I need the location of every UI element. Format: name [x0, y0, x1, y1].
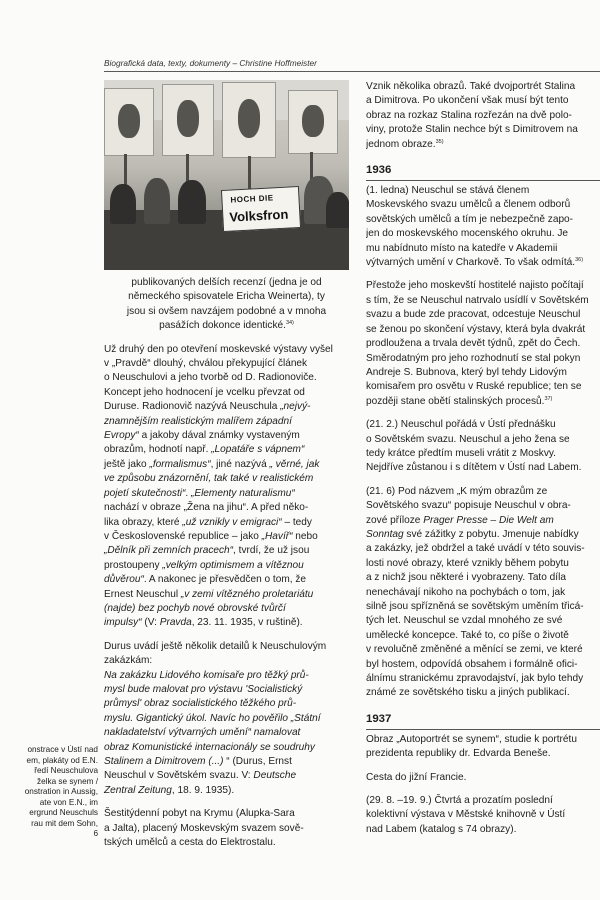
text-line: viny, protože Stalin nechce být s Dimitrovem na: [366, 124, 578, 136]
text-line: [366, 658, 600, 672]
text-line: jsou si ovšem navzájem podobné a v mnoha: [126, 305, 327, 317]
entry-exhibition: [366, 794, 600, 837]
italic-run: obraz Komunistické internacionály se soudruhy: [104, 741, 315, 753]
text-line: a Jalta), placený Moskevským svazem sově-: [104, 822, 304, 834]
text-line: [104, 573, 349, 587]
text-line: [366, 528, 600, 542]
text-line: [104, 654, 349, 668]
paragraph-crimea: [104, 807, 349, 850]
entry-return: [366, 279, 600, 409]
text-run: . A nakonec je přesvědčen o tom, že: [143, 574, 307, 586]
text-line: [366, 571, 600, 585]
text-line: pasážích dokonce identické.$^{34)}$: [159, 320, 294, 332]
text-run: (21. 6) Pod názvem „K mým obrazům ze: [366, 485, 548, 497]
text-line: tedy krátce předtím museli vrátit z Moskvy.: [366, 447, 556, 459]
text-line: [104, 683, 349, 697]
text-line: onstration in Aussig,: [24, 787, 98, 796]
text-run: Koncept jeho hodnocení je vcelku převzat od: [104, 386, 305, 398]
text-line: [104, 400, 349, 414]
text-line: [104, 501, 349, 515]
italic-run: Stalinem a Dimitrovem (...): [104, 756, 224, 767]
text-run: (V:: [141, 617, 160, 629]
photo-person: [110, 184, 136, 224]
text-run: nenechávají nikoho na pochybách o tom, jak: [366, 586, 566, 598]
text-line: jen do moskevského mocenského okruhu. Je: [366, 228, 568, 240]
left-text-column: [104, 276, 349, 850]
text-line: [104, 487, 349, 501]
entry-france: [366, 771, 600, 785]
photo-person: [144, 178, 170, 224]
text-line: [104, 343, 349, 357]
text-run: o Neuschulovi a jeho tvorbě od D. Radionoviče.: [104, 372, 317, 384]
text-line: [104, 669, 349, 683]
italic-run: „formalismus“: [149, 458, 211, 470]
text-line: em, plakáty od E.N.: [26, 755, 98, 765]
italic-run: „v zemi vítězného proletariátu: [180, 588, 314, 600]
text-line: [366, 542, 600, 556]
text-line: [104, 741, 349, 755]
text-line: [104, 516, 349, 530]
entry-prager-presse: [366, 485, 600, 701]
text-line: [104, 443, 349, 457]
paragraph-gap: [366, 152, 600, 161]
text-run: – tedy: [281, 516, 312, 528]
italic-run: Evropy“: [104, 430, 139, 442]
text-line: publikovaných delších recenzí (jedna je od: [131, 277, 322, 288]
text-run: , jiné nazývá: [210, 458, 270, 470]
text-line: [104, 769, 349, 783]
text-line: komisařem pro osvětu v Ruské republice; ten se: [366, 381, 582, 393]
text-line: Andreje S. Bubnova, který byl tehdy Lidovým: [366, 366, 567, 378]
text-line: [366, 499, 600, 513]
text-line: [366, 643, 600, 657]
text-line: prezidenta republiky dr. Edvarda Beneše.: [366, 748, 551, 760]
text-run: v revolučně změněné a měnící se zemi, ve které: [366, 644, 583, 656]
text-line: [104, 616, 349, 630]
text-line: později stane obětí stalinských procesů.$^{37)}$: [366, 395, 553, 407]
text-line: s tím, že se Neuschul natrvalo usídlí v Sovětském: [366, 294, 589, 306]
italic-run: myslu. Gigantický úkol. Navíc ho pověřilo „Státní: [104, 712, 321, 724]
text-line: Moskevského svazu umělců a členem odborů: [366, 199, 571, 211]
photo-person: [326, 192, 349, 228]
text-line: Vznik několika obrazů. Také dvojportrét Stalina: [366, 81, 576, 92]
text-run: álnímu stranickému zpravodajství, jak bylo tehdy: [366, 673, 584, 685]
text-run: obrazům, hodnotí např.: [104, 444, 212, 456]
text-line: [366, 672, 600, 686]
text-line: [104, 458, 349, 472]
text-run: umělecké koncepce. Také to, co píše o životě: [366, 629, 569, 641]
text-run: losti nové obrazy, které vznikly během pobytu: [366, 557, 569, 569]
text-line: [366, 514, 600, 528]
photo-portrait: [104, 88, 154, 156]
paragraph-reviews: [104, 276, 349, 334]
text-run: Duruse. Radionovič nazývá Neuschula: [104, 401, 281, 413]
text-line: se ženou po skončení výstavy, která byla dvakrát: [366, 323, 586, 335]
text-line: Přestože jeho moskevští hostitelé najisto počítají: [366, 280, 584, 292]
text-run: nebo: [292, 530, 318, 542]
text-line: [104, 472, 349, 486]
text-run: zakázkám:: [104, 655, 153, 667]
right-text-column: [366, 80, 600, 837]
paragraph-gap: [366, 701, 600, 710]
italic-run: „Lopatáře s vápnem“: [211, 444, 305, 456]
text-run: nachází v obraze „Žena na jihu“. A před něko-: [104, 502, 309, 514]
text-line: [104, 697, 349, 711]
text-line: [366, 629, 600, 643]
text-line: mu nabídnuto místo na katedře v Akademii: [366, 242, 558, 254]
text-run: tých let. Neuschul se vzdal mnohého ze své: [366, 615, 563, 627]
text-line: [366, 686, 600, 700]
entry-lecture: [366, 418, 600, 476]
paragraph-gap: [366, 762, 600, 771]
text-line: sovětských umělců a tím je nebezpečně zapo-: [366, 213, 574, 225]
text-run: v Československé republice – jako: [104, 530, 262, 542]
text-run: lika obrazy, které: [104, 516, 183, 528]
text-line: Směrodatným pro jeho rozhodnutí se stal pokyn: [366, 352, 581, 364]
italic-run: mysl bude malovat pro výstavu 'Socialistický: [104, 683, 303, 695]
text-run: zové příloze: [366, 514, 424, 526]
text-line: (21. 2.) Neuschul pořádá v Ústí přednášku: [366, 419, 556, 431]
text-line: [104, 429, 349, 443]
footnote-ref: 36): [575, 257, 584, 264]
photo-caption: [0, 745, 98, 840]
text-run: silně jsou spřízněná se sovětským uměním třicá-: [366, 601, 584, 612]
text-line: [366, 485, 600, 499]
text-run: Durus uvádí ještě několik detailů k Neuschulovým: [104, 640, 327, 652]
text-line: [104, 371, 349, 385]
text-run: , 18. 9. 1935).: [171, 784, 235, 796]
text-line: [104, 415, 349, 429]
placard-line-2: Volksfron: [228, 206, 289, 225]
text-run: a z nichž jsou některé i vyobrazeny. Tato díla: [366, 572, 566, 584]
italic-run: Deutsche: [253, 770, 297, 782]
entry-january: [366, 184, 600, 270]
italic-run: impulsy“: [104, 617, 142, 629]
demonstration-photo: [104, 80, 349, 270]
text-line: [366, 600, 600, 614]
footnote-ref: 35): [435, 138, 444, 145]
text-run: “ (Durus, Ernst: [223, 756, 292, 767]
text-line: [104, 755, 349, 769]
text-line: výtvarných umění v Charkově. To však odmítá.$^{36)}$: [366, 257, 584, 269]
text-line: Nejdříve zůstanou i s dítětem v Ústí nad Labem.: [366, 462, 582, 474]
italic-run: průmysl' obraz socialistického těžkého prů-: [104, 698, 297, 710]
italic-run: ve způsobu znázornění, tak také v realistickém: [104, 473, 314, 485]
text-run: , 23. 11. 1935, v ruštině).: [191, 617, 303, 629]
italic-run: „Dělník při zemních pracech“: [104, 545, 234, 557]
text-line: Obraz „Autoportrét se synem“, studie k portrétu: [366, 733, 577, 745]
text-run: v „Pravdě“ dlouhý, chválou překypující článek: [104, 358, 308, 370]
text-line: kolektivní výstava v Městské knihovně v Ústí: [366, 809, 566, 821]
year-rule: [366, 729, 600, 730]
running-header: Biografická data, texty, dokumenty – Christine Hoffmeister: [104, 58, 317, 68]
paragraph-gap: [366, 270, 600, 279]
text-run: své zážitky z pobytu. Jmenuje nabídky: [403, 528, 579, 540]
photo-placard: [221, 186, 301, 232]
italic-run: pojetí skutečnosti“: [104, 487, 186, 499]
italic-run: Prager Presse – Die Welt am: [423, 514, 554, 526]
text-line: ate von E.N., im: [39, 797, 98, 807]
text-run: Ernest Neuschul: [104, 588, 181, 600]
paragraph-gap: [104, 631, 349, 640]
text-line: německého spisovatele Ericha Weinerta), ty: [128, 291, 325, 303]
text-line: (29. 8. –19. 9.) Čtvrtá a prozatím poslední: [366, 795, 553, 807]
footnote-ref: 34): [285, 320, 294, 327]
italic-run: důvěrou“: [104, 574, 144, 586]
paragraph-durus: [104, 640, 349, 798]
placard-line-1: HOCH DIE: [230, 193, 274, 205]
paragraph-double-portrait: [366, 80, 600, 152]
year-heading-1937: 1937: [366, 712, 392, 725]
paragraph-gap: [366, 409, 600, 418]
italic-run: (najde) bez pochyb nové obrovské tvůrčí: [104, 602, 286, 614]
italic-run: „Elementy naturalismu“: [190, 487, 295, 499]
text-line: o Sovětském svazu. Neuschul a jeho žena se: [366, 433, 570, 445]
text-line: [104, 712, 349, 726]
year-rule: [366, 180, 600, 181]
text-run: .: [185, 487, 191, 499]
text-line: [104, 784, 349, 798]
paragraph-gap: [366, 785, 600, 794]
text-line: želka se synem /: [37, 776, 98, 786]
italic-run: nakladatelství výtvarných umění“ namalovat: [104, 727, 301, 739]
italic-run: Zentral Zeitung: [104, 784, 172, 796]
italic-run: znamnějším realistickým malířem západní: [104, 415, 292, 427]
text-run: Už druhý den po otevření moskevské výstavy vyšel: [104, 343, 333, 355]
text-run: a zakázky, jež obdržel a také uvádí v této souvis-: [366, 543, 585, 555]
text-line: ředí Neuschulova: [34, 766, 98, 775]
text-line: [104, 544, 349, 558]
text-run: ještě jako: [104, 458, 150, 470]
text-line: ergrund Neuschuls: [29, 808, 98, 817]
text-line: a Dimitrova. Po ukončení však musí být tento: [366, 95, 569, 107]
text-run: , tvrdí, že už jsou: [233, 545, 310, 557]
italic-run: Sonntag: [366, 528, 404, 540]
photo-portrait: [162, 84, 214, 156]
photo-portrait: [288, 90, 338, 154]
italic-run: „Havíř“: [261, 530, 293, 542]
text-line: svazu a bude zde pracovat, odcestuje Neuschul: [366, 309, 581, 321]
text-run: známé ze sovětského tisku a jiných publikací.: [366, 687, 570, 699]
text-line: jednom obraze.$^{35)}$: [366, 138, 444, 150]
paragraph-gap: [104, 334, 349, 343]
photo-portrait: [222, 82, 276, 158]
italic-run: „nejvý-: [280, 401, 311, 413]
year-heading-1936: 1936: [366, 164, 392, 177]
text-line: [104, 530, 349, 544]
text-line: [104, 357, 349, 371]
italic-run: Pravda: [159, 617, 192, 629]
text-line: 6: [93, 829, 98, 838]
text-line: [104, 640, 349, 654]
photo-person: [178, 180, 206, 224]
text-run: Neuschul v Sovětském svazu. V:: [104, 770, 254, 782]
text-run: Sovětského svazu“ popisuje Neuschul v obra-: [366, 500, 571, 512]
italic-run: „velkým optimismem a vítěznou: [162, 559, 304, 571]
text-line: (1. ledna) Neuschul se stává členem: [366, 185, 530, 197]
entry-autoportrait: [366, 733, 600, 762]
text-run: byl hostem, odpovídá obsahem i formálně ofici-: [366, 658, 578, 670]
text-run: a jakoby dával známky vystaveným: [138, 430, 300, 442]
header-rule: [104, 71, 600, 72]
text-line: [104, 726, 349, 740]
text-line: onstrace v Ústí nad: [27, 745, 98, 754]
text-line: [104, 386, 349, 400]
text-line: prodloužena a trvala devět týdnů, zpět do Čech.: [366, 338, 581, 350]
text-line: nad Labem (katalog s 74 obrazy).: [366, 823, 517, 835]
text-run: prostoupeny: [104, 559, 163, 571]
paragraph-gap: [104, 798, 349, 807]
text-line: rau mit dem Sohn,: [31, 818, 98, 828]
text-line: [366, 614, 600, 628]
footnote-ref: 37): [544, 395, 553, 402]
text-line: [366, 557, 600, 571]
text-line: Cesta do jižní Francie.: [366, 771, 467, 783]
paragraph-pravda: [104, 343, 349, 631]
italic-run: Na zakázku Lidového komisaře pro těžký prů-: [104, 669, 309, 681]
text-line: [104, 602, 349, 616]
text-line: [104, 559, 349, 573]
text-line: tských umělců a cesta do Elektrostalu.: [104, 837, 276, 849]
paragraph-gap: [366, 476, 600, 485]
italic-run: „ věrné, jak: [269, 458, 320, 470]
text-line: [366, 586, 600, 600]
text-line: [104, 588, 349, 602]
text-line: Šestitýdenní pobyt na Krymu (Alupka-Sara: [104, 808, 295, 820]
italic-run: „už vznikly v emigraci“: [182, 516, 282, 528]
text-line: obraz na rozkaz Stalina rozřezán na dvě polo-: [366, 109, 572, 121]
